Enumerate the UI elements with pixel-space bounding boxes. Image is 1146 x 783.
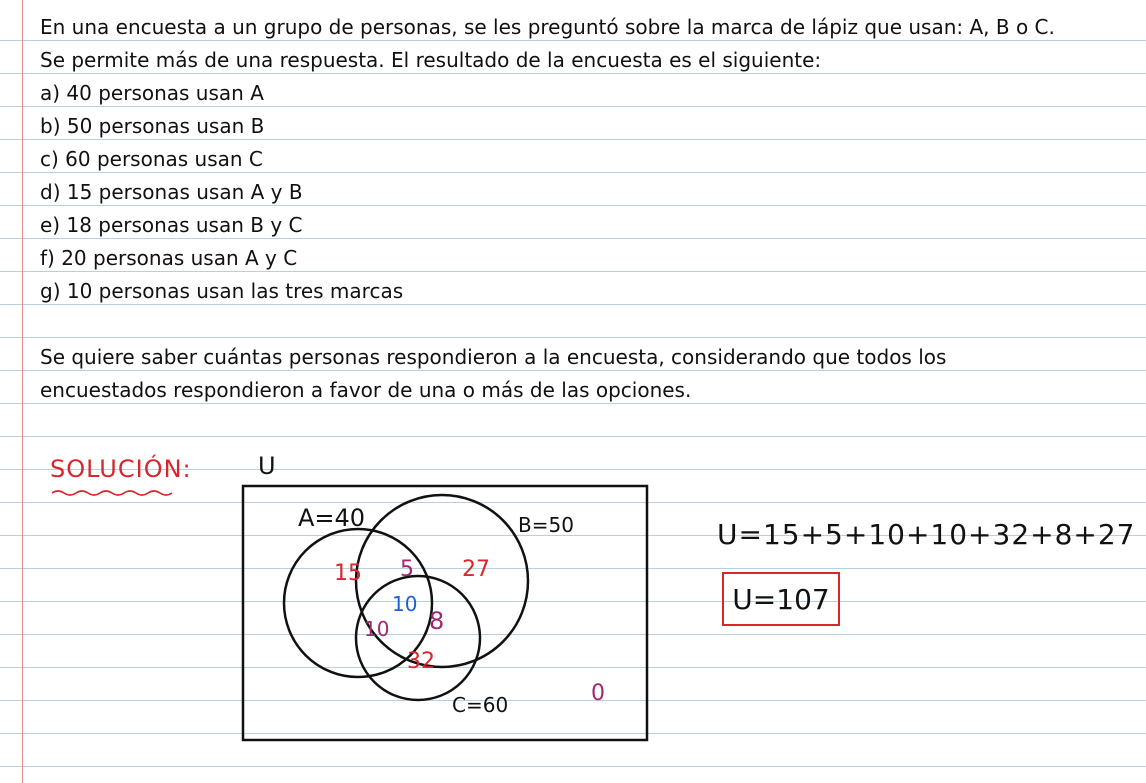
problem-statement [40, 11, 1140, 407]
question-line: encuestados respondieron a favor de una o más de las opciones. [40, 378, 692, 402]
region-a-b: 5 [400, 557, 414, 582]
condition-b: b) 50 personas usan B [40, 114, 265, 138]
condition-a: a) 40 personas usan A [40, 81, 264, 105]
region-b-c: 8 [429, 607, 445, 635]
condition-d: d) 15 personas usan A y B [40, 180, 303, 204]
condition-g: g) 10 personas usan las tres marcas [40, 279, 404, 303]
problem-line: En una encuesta a un grupo de personas, se les preguntó sobre la marca de lápiz que usan: A, B o C. [40, 15, 1055, 39]
condition-f: f) 20 personas usan A y C [40, 246, 298, 270]
result-text: U=107 [732, 582, 830, 616]
result-box [722, 572, 840, 626]
notebook-margin-line [22, 0, 23, 783]
solution-underline [50, 488, 180, 498]
question-line: Se quiere saber cuántas personas respondieron a la encuesta, considerando que todos los [40, 345, 947, 369]
region-only-c: 32 [407, 649, 435, 674]
solution-label: SOLUCIÓN: [50, 455, 192, 483]
venn-diagram [230, 448, 670, 748]
condition-c: c) 60 personas usan C [40, 147, 263, 171]
universe-label: U [258, 452, 276, 480]
region-a-c: 10 [364, 617, 390, 641]
condition-e: e) 18 personas usan B y C [40, 213, 303, 237]
region-all-three: 10 [392, 592, 418, 616]
sum-equation: U=15+5+10+10+32+8+27 [717, 518, 1136, 551]
region-only-a: 15 [334, 561, 362, 586]
problem-line: Se permite más de una respuesta. El resultado de la encuesta es el siguiente: [40, 48, 822, 72]
region-outside: 0 [591, 681, 605, 706]
set-a-label: A=40 [298, 504, 366, 532]
region-only-b: 27 [462, 557, 490, 582]
set-c-label: C=60 [452, 693, 509, 717]
set-b-label: B=50 [518, 513, 574, 537]
